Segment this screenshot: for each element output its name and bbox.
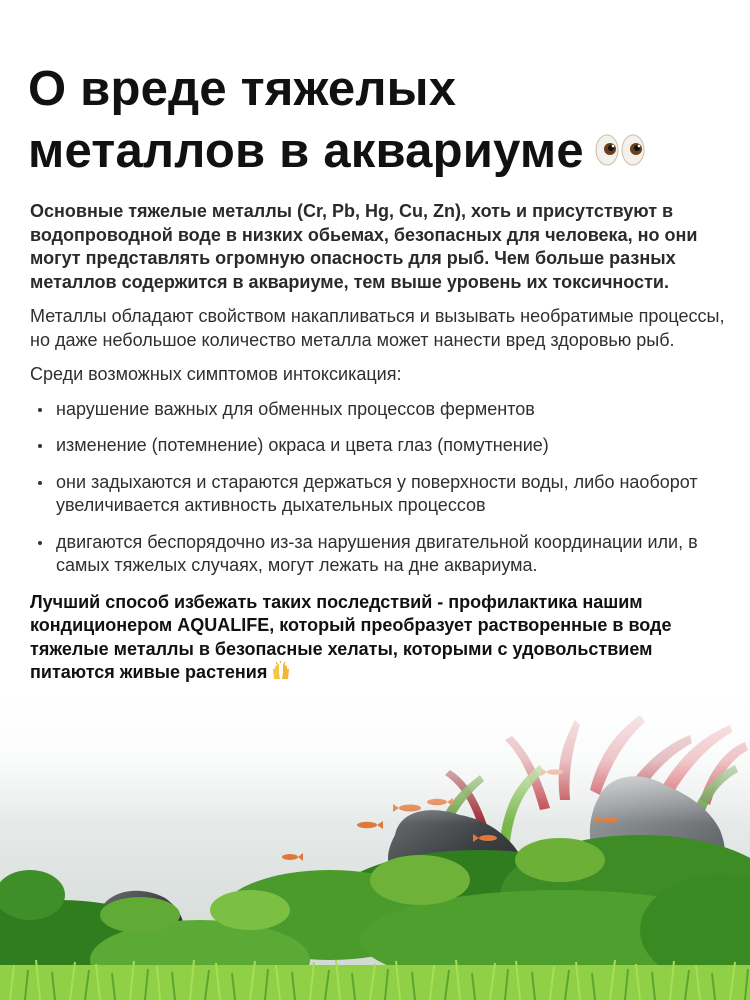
symptoms-heading: Среди возможных симптомов интоксикация: — [30, 364, 402, 384]
article-body — [30, 200, 730, 699]
raised-hands-icon — [271, 661, 291, 688]
conclusion-text: Лучший способ избежать таких последствий - профилактика нашим кондиционером AQUALIFE, который преобразует растворенные в воде тяжелые металлы в безопасные хелаты, которыми с удовольствием питаются живые растения — [30, 591, 672, 682]
symptoms-list — [30, 398, 730, 578]
metals-paragraph: Металлы обладают свойством накапливаться и вызывать необратимые процессы, но даже небольшое количество металла может нанести вред здоровью рыб. — [30, 306, 725, 350]
title-line-2 — [28, 120, 728, 185]
title-line-1: О вреде тяжелых — [28, 62, 457, 116]
aquarium-illustration — [0, 680, 750, 1000]
list-item: они задыхаются и стараются держаться у поверхности воды, либо наоборот увеличивается активность дыхательных процессов — [30, 471, 730, 518]
list-item: изменение (потемнение) окраса и цвета глаз (помутнение) — [30, 434, 730, 458]
intro-paragraph: Основные тяжелые металлы (Cr, Pb, Hg, Cu, Zn), хоть и присутствуют в водопроводной воде в низких обьемах, безопасных для человека, но они могут представлять огромную опасность для рыб. Чем больше разных металлов содержится в аквариуме, тем выше уровень их токсичности. — [30, 201, 698, 292]
list-item: нарушение важных для обменных процессов ферментов — [30, 398, 730, 422]
list-item: двигаются беспорядочно из-за нарушения двигательной координации или, в самых тяжелых случаях, могут лежать на дне аквариума. — [30, 531, 730, 578]
conclusion-paragraph — [30, 591, 730, 688]
eyes-icon — [594, 123, 646, 185]
title-line-2-text: металлов в аквариуме — [28, 124, 584, 178]
page-title — [28, 58, 728, 185]
